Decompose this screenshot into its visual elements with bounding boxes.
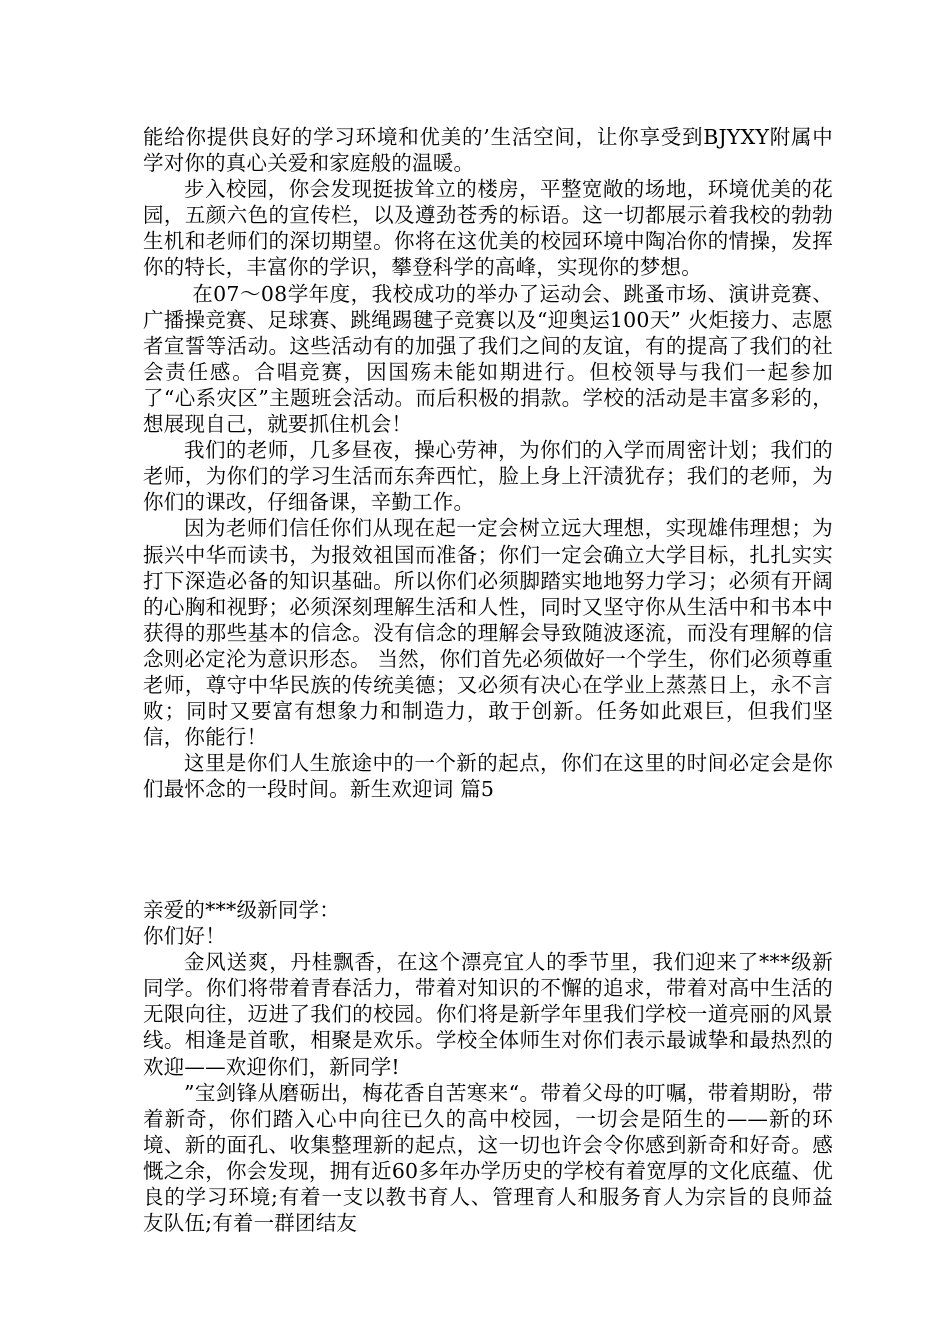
paragraph-welcome: 金风送爽，丹桂飘香，在这个漂亮宜人的季节里，我们迎来了***级新同学。你们将带着青春活力，带着对知识的不懈的追求，带着对高中生活的无限向往，迈进了我们的校园。你们将是新学年里我们学校一道亮丽的风景线。相逢是首歌，相聚是欢乐。学校全体师生对你们表示最诚挚和最热烈的欢迎——欢迎你们，新同学!: [143, 950, 833, 1079]
paragraph-continuation: 能给你提供良好的学习环境和优美的’生活空间，让你享受到BJYXY附属中学对你的真心关爱和家庭般的温暖。: [143, 125, 833, 176]
salutation-line: 亲爱的***级新同学：: [143, 898, 340, 922]
paragraph-new-start: 这里是你们人生旅途中的一个新的起点，你们在这里的时间必定会是你们最怀念的一段时间。新生欢迎词 篇5: [143, 751, 833, 802]
paragraph-campus: 步入校园，你会发现挺拔耸立的楼房，平整宽敞的场地，环境优美的花园，五颜六色的宣传栏，以及遵劲苍秀的标语。这一切都展示着我校的勃勃生机和老师们的深切期望。你将在这优美的校园环境中陶冶你的情操，发挥你的特长，丰富你的学识，攀登科学的高峰，实现你的梦想。: [143, 177, 833, 280]
paragraph-teachers: 我们的老师，几多昼夜，操心劳神，为你们的入学而周密计划；我们的老师，为你们的学习生活而东奔西忙，脸上身上汗渍犹存；我们的老师，为你们的课改，仔细备课，辛勤工作。: [143, 438, 833, 515]
greeting-line: 你们好！: [143, 924, 226, 949]
text-section-bottom: [143, 897, 833, 1236]
paragraph-activities: 在07～08学年度，我校成功的举办了运动会、跳蚤市场、演讲竞赛、广播操竞赛、足球赛、跳绳踢毽子竞赛以及“迎奥运100天” 火炬接力、志愿者宣誓等活动。这些活动有的加强了我们之间的友谊，有的提高了我们的社会责任感。合唱竞赛，因国殇未能如期进行。但校领导与我们一起参加了“心系灾区”主题班会活动。而后积极的捐款。学校的活动是丰富多彩的，想展现自己，就要抓住机会！: [143, 281, 833, 437]
paragraph-motto: ”宝剑锋从磨砺出，梅花香自苦寒来“。带着父母的叮嘱，带着期盼，带着新奇，你们踏入心中向往已久的高中校园，一切会是陌生的——新的环境、新的面孔、收集整理新的起点，这一切也许会令你感到新奇和好奇。感慨之余，你会发现，拥有近60多年办学历史的学校有着宽厚的文化底蕴、优良的学习环境;有着一支以教书育人、管理育人和服务育人为宗旨的良师益友队伍;有着一群团结友: [143, 1080, 833, 1236]
paragraph-ideals: 因为老师们信任你们从现在起一定会树立远大理想，实现雄伟理想；为振兴中华而读书，为报效祖国而准备；你们一定会确立大学目标，扎扎实实打下深造必备的知识基础。所以你们必须脚踏实地地努力学习；必须有开阔的心胸和视野；必须深刻理解生活和人性，同时又坚守你从生活中和书本中获得的那些基本的信念。没有信念的理解会导致随波逐流，而没有理解的信念则必定沦为意识形态。 当然，你们首先必须做好一个学生，你们必须尊重老师，尊守中华民族的传统美德；又必须有决心在学业上蒸蒸日上，永不言败；同时又要富有想象力和制造力，敢于创新。任务如此艰巨，但我们坚信，你能行！: [143, 516, 833, 750]
text-section-top: [143, 124, 833, 802]
